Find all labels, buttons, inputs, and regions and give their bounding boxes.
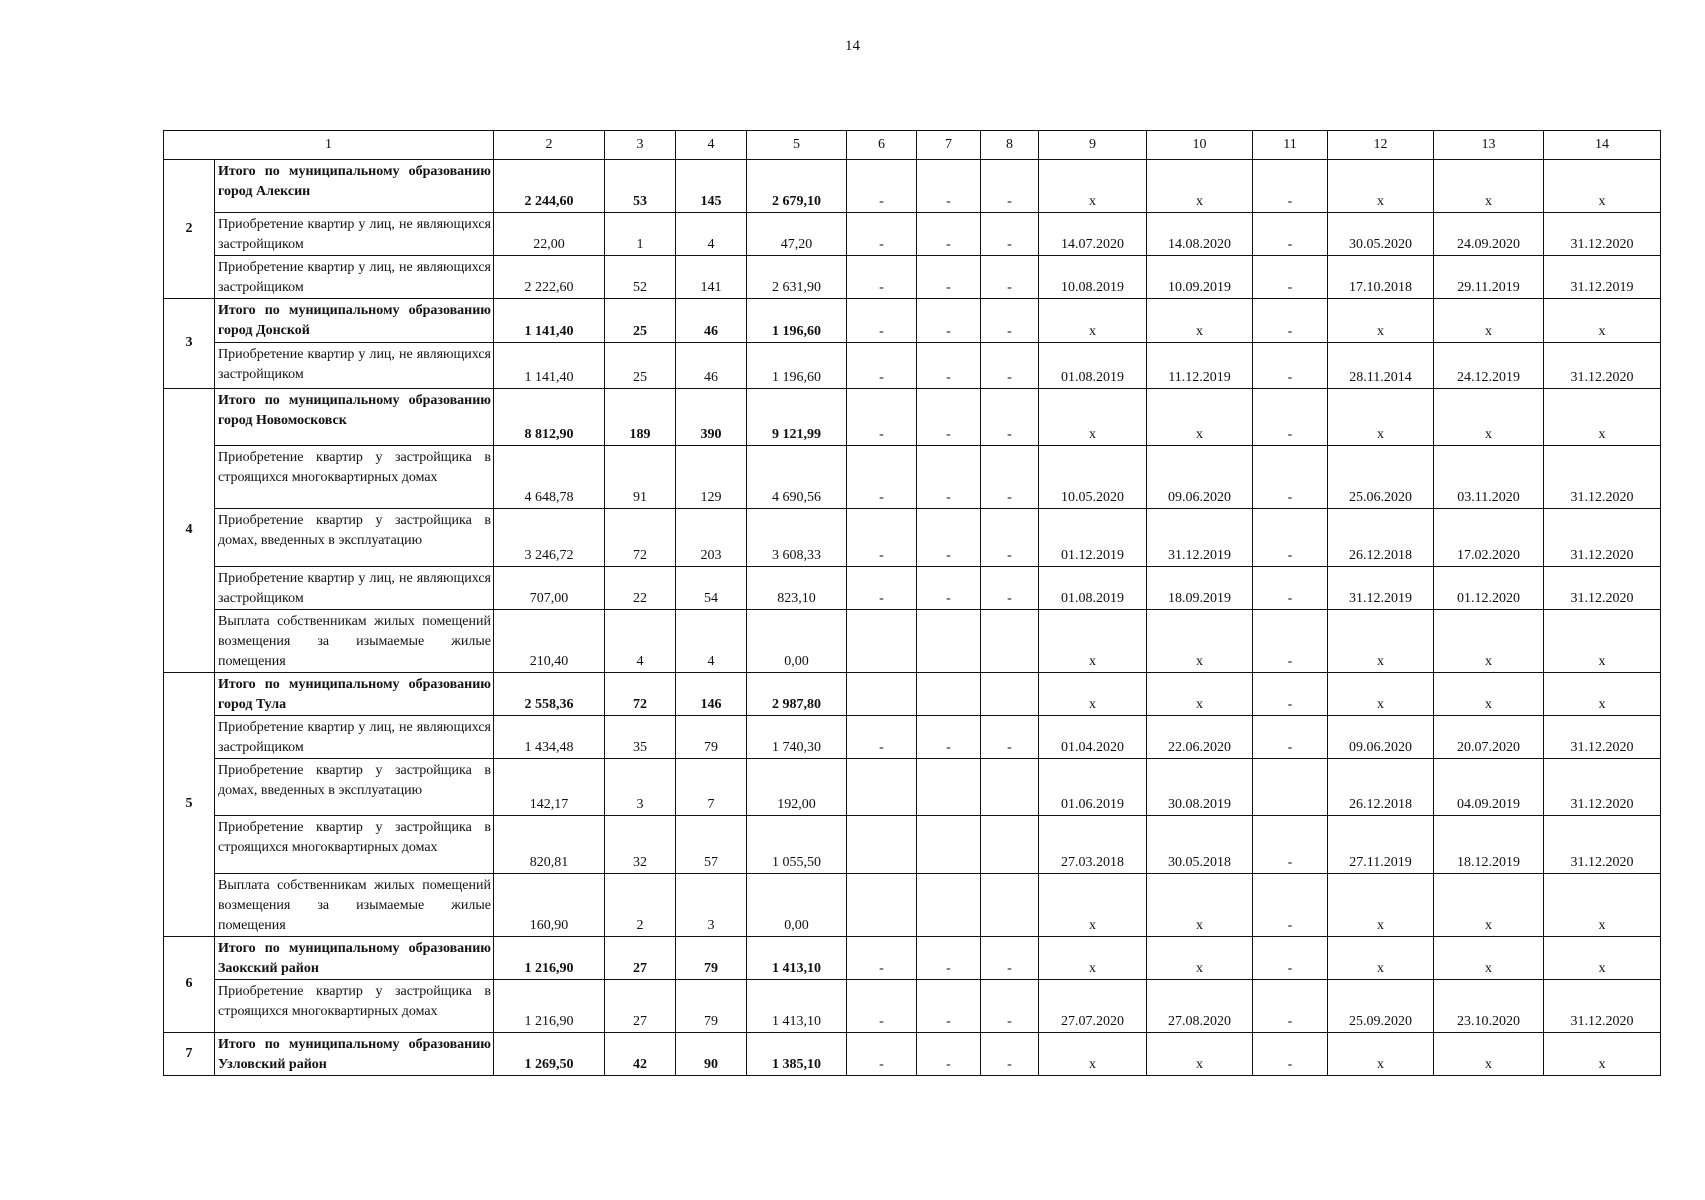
table-cell: 09.06.2020 (1328, 716, 1434, 759)
table-cell: 27 (605, 980, 676, 1033)
table-cell (917, 874, 981, 937)
table-row (164, 446, 1661, 509)
table-cell: 146 (676, 673, 747, 716)
header-cell: 1 (164, 131, 494, 160)
table-cell: 4 690,56 (747, 446, 847, 509)
table-row (164, 256, 1661, 299)
table-cell: - (981, 509, 1039, 567)
housing-program-table (163, 130, 1661, 1076)
row-name: Приобретение квартир у лиц, не являющихся застройщиком (215, 716, 494, 759)
table-cell: - (981, 716, 1039, 759)
row-name: Выплата собственникам жилых помещений возмещения за изымаемые жилые помещения (215, 610, 494, 673)
table-cell: x (1328, 389, 1434, 446)
table-cell: 01.12.2020 (1434, 567, 1544, 610)
table-cell: - (847, 446, 917, 509)
table-cell: x (1434, 673, 1544, 716)
group-number: 4 (164, 389, 215, 673)
table-cell: 11.12.2019 (1147, 343, 1253, 389)
table-cell: x (1147, 937, 1253, 980)
row-name: Приобретение квартир у застройщика в домах, введенных в эксплуатацию (215, 509, 494, 567)
total-row (164, 673, 1661, 716)
header-cell: 6 (847, 131, 917, 160)
table-cell: 30.08.2019 (1147, 759, 1253, 816)
header-cell: 14 (1544, 131, 1661, 160)
column-number-header-row (164, 131, 1661, 160)
table-cell: 4 (676, 610, 747, 673)
table-cell: - (847, 509, 917, 567)
table-cell: - (1253, 673, 1328, 716)
table-cell (847, 673, 917, 716)
table-cell: - (1253, 610, 1328, 673)
table-cell: 2 679,10 (747, 160, 847, 213)
table-cell: 14.07.2020 (1039, 213, 1147, 256)
table-cell: 823,10 (747, 567, 847, 610)
table-cell: - (981, 937, 1039, 980)
table-cell: - (847, 299, 917, 343)
table-cell: - (1253, 299, 1328, 343)
table-cell: 3 (605, 759, 676, 816)
table-cell: 18.12.2019 (1434, 816, 1544, 874)
total-row (164, 160, 1661, 213)
table-cell (981, 874, 1039, 937)
table-cell: 31.12.2019 (1544, 256, 1661, 299)
table-cell: 04.09.2019 (1434, 759, 1544, 816)
table-cell: 46 (676, 299, 747, 343)
row-name: Приобретение квартир у лиц, не являющихся застройщиком (215, 343, 494, 389)
table-cell: 53 (605, 160, 676, 213)
row-name: Приобретение квартир у лиц, не являющихся застройщиком (215, 567, 494, 610)
table-cell: - (917, 299, 981, 343)
table-cell: - (1253, 567, 1328, 610)
table-cell: 1 413,10 (747, 980, 847, 1033)
table-cell: 2 (605, 874, 676, 937)
table-cell: 1 (605, 213, 676, 256)
table-cell: 203 (676, 509, 747, 567)
total-row (164, 299, 1661, 343)
table-cell: 9 121,99 (747, 389, 847, 446)
table-cell: - (1253, 509, 1328, 567)
table-cell (981, 673, 1039, 716)
table-cell: 26.12.2018 (1328, 509, 1434, 567)
table-cell: 79 (676, 716, 747, 759)
table-row (164, 816, 1661, 874)
table-cell: 72 (605, 673, 676, 716)
table-cell: 31.12.2020 (1544, 446, 1661, 509)
table-cell: 1 196,60 (747, 343, 847, 389)
table-cell (847, 874, 917, 937)
table-cell: - (1253, 937, 1328, 980)
table-cell: - (1253, 213, 1328, 256)
table-cell: 210,40 (494, 610, 605, 673)
table-cell: 141 (676, 256, 747, 299)
table-cell: 72 (605, 509, 676, 567)
row-name: Приобретение квартир у лиц, не являющихся застройщиком (215, 213, 494, 256)
table-cell: x (1147, 160, 1253, 213)
table-cell (917, 610, 981, 673)
table-cell: x (1434, 874, 1544, 937)
table-cell: 1 385,10 (747, 1033, 847, 1076)
table-cell: 31.12.2020 (1544, 343, 1661, 389)
table-cell: - (981, 389, 1039, 446)
table-cell: 3 246,72 (494, 509, 605, 567)
table-cell: 01.04.2020 (1039, 716, 1147, 759)
table-cell: - (917, 567, 981, 610)
header-cell: 10 (1147, 131, 1253, 160)
table-cell: - (917, 213, 981, 256)
table-cell: 24.09.2020 (1434, 213, 1544, 256)
table-cell: x (1544, 389, 1661, 446)
table-cell: x (1039, 874, 1147, 937)
table-cell: - (1253, 980, 1328, 1033)
table-cell: x (1147, 673, 1253, 716)
table-row (164, 759, 1661, 816)
page-number: 14 (845, 38, 860, 54)
table-cell: - (917, 1033, 981, 1076)
header-cell: 3 (605, 131, 676, 160)
table-cell: 47,20 (747, 213, 847, 256)
table-cell: - (981, 446, 1039, 509)
table-cell: - (981, 1033, 1039, 1076)
table-cell: 79 (676, 980, 747, 1033)
table-cell: 27.07.2020 (1039, 980, 1147, 1033)
table-cell: 18.09.2019 (1147, 567, 1253, 610)
table-cell: 09.06.2020 (1147, 446, 1253, 509)
table-cell: - (917, 716, 981, 759)
group-number: 7 (164, 1033, 215, 1076)
table-cell: - (917, 389, 981, 446)
row-name: Приобретение квартир у застройщика в домах, введенных в эксплуатацию (215, 759, 494, 816)
table-cell: - (917, 980, 981, 1033)
table-cell: 10.09.2019 (1147, 256, 1253, 299)
table-cell: 52 (605, 256, 676, 299)
table-cell: 31.12.2019 (1328, 567, 1434, 610)
table-cell: x (1039, 389, 1147, 446)
total-name: Итого по муниципальному образованию город Алексин (215, 160, 494, 213)
table-cell (847, 816, 917, 874)
table-cell: 4 (605, 610, 676, 673)
table-cell: x (1147, 1033, 1253, 1076)
table-cell: - (1253, 874, 1328, 937)
row-name: Приобретение квартир у застройщика в строящихся многоквартирных домах (215, 980, 494, 1033)
table-cell: 46 (676, 343, 747, 389)
table-cell: 4 (676, 213, 747, 256)
table-cell: 1 434,48 (494, 716, 605, 759)
table-cell: 3 (676, 874, 747, 937)
table-cell: - (847, 389, 917, 446)
table-cell: 27.11.2019 (1328, 816, 1434, 874)
table-cell: 26.12.2018 (1328, 759, 1434, 816)
table-cell: - (981, 567, 1039, 610)
table-cell: 31.12.2020 (1544, 509, 1661, 567)
table-cell: 31.12.2020 (1544, 716, 1661, 759)
total-name: Итого по муниципальному образованию город Донской (215, 299, 494, 343)
table-cell: - (847, 567, 917, 610)
table-cell: - (1253, 160, 1328, 213)
table-cell: 25 (605, 343, 676, 389)
table-cell: - (1253, 389, 1328, 446)
table-cell: 14.08.2020 (1147, 213, 1253, 256)
table-cell: 1 269,50 (494, 1033, 605, 1076)
table-cell: 25.09.2020 (1328, 980, 1434, 1033)
table-cell: 2 558,36 (494, 673, 605, 716)
table-row (164, 610, 1661, 673)
table-cell: 22 (605, 567, 676, 610)
total-name: Итого по муниципальному образованию Узловский район (215, 1033, 494, 1076)
table-cell: - (917, 937, 981, 980)
table-cell: 23.10.2020 (1434, 980, 1544, 1033)
row-name: Приобретение квартир у застройщика в строящихся многоквартирных домах (215, 446, 494, 509)
table-cell: 2 631,90 (747, 256, 847, 299)
table-cell: 90 (676, 1033, 747, 1076)
table-cell: - (917, 446, 981, 509)
table-cell: 0,00 (747, 610, 847, 673)
table-cell: 27.08.2020 (1147, 980, 1253, 1033)
table-cell: 0,00 (747, 874, 847, 937)
table-row (164, 509, 1661, 567)
total-name: Итого по муниципальному образованию Заокский район (215, 937, 494, 980)
table-cell (981, 759, 1039, 816)
table-cell: - (847, 343, 917, 389)
table-cell: 707,00 (494, 567, 605, 610)
table-cell (981, 816, 1039, 874)
table-cell (917, 673, 981, 716)
table-row (164, 980, 1661, 1033)
table-cell: 25 (605, 299, 676, 343)
table-cell: 31.12.2020 (1544, 567, 1661, 610)
table-cell: 54 (676, 567, 747, 610)
table-cell: x (1434, 610, 1544, 673)
table-cell: 57 (676, 816, 747, 874)
table-cell: 31.12.2020 (1544, 980, 1661, 1033)
table-cell: 01.06.2019 (1039, 759, 1147, 816)
table-cell: - (981, 256, 1039, 299)
table-cell: x (1434, 299, 1544, 343)
table-cell: x (1328, 299, 1434, 343)
total-row (164, 389, 1661, 446)
row-name: Выплата собственникам жилых помещений возмещения за изымаемые жилые помещения (215, 874, 494, 937)
header-cell: 2 (494, 131, 605, 160)
table-cell: 27.03.2018 (1039, 816, 1147, 874)
table-cell: 10.08.2019 (1039, 256, 1147, 299)
table-cell: x (1039, 673, 1147, 716)
total-name: Итого по муниципальному образованию город Тула (215, 673, 494, 716)
table-cell: 31.12.2020 (1544, 213, 1661, 256)
table-cell: x (1328, 1033, 1434, 1076)
header-cell: 8 (981, 131, 1039, 160)
table-cell: 1 216,90 (494, 980, 605, 1033)
table-cell: 4 648,78 (494, 446, 605, 509)
table-cell: - (1253, 716, 1328, 759)
header-cell: 4 (676, 131, 747, 160)
table-cell: - (847, 716, 917, 759)
table-cell: x (1544, 874, 1661, 937)
table-cell: 22.06.2020 (1147, 716, 1253, 759)
table-cell: - (981, 213, 1039, 256)
table-cell: 32 (605, 816, 676, 874)
table-cell: x (1147, 610, 1253, 673)
table-cell: x (1328, 160, 1434, 213)
total-row (164, 937, 1661, 980)
table-cell (917, 759, 981, 816)
table-cell: 24.12.2019 (1434, 343, 1544, 389)
table-cell: - (981, 299, 1039, 343)
total-row (164, 1033, 1661, 1076)
table-cell: - (1253, 1033, 1328, 1076)
row-name: Приобретение квартир у лиц, не являющихся застройщиком (215, 256, 494, 299)
table-cell: - (847, 1033, 917, 1076)
table-cell (981, 610, 1039, 673)
table-cell (847, 759, 917, 816)
table-cell: 8 812,90 (494, 389, 605, 446)
table-cell: 820,81 (494, 816, 605, 874)
table-cell: 31.12.2020 (1544, 759, 1661, 816)
table-cell: x (1544, 1033, 1661, 1076)
table-cell: 31.12.2019 (1147, 509, 1253, 567)
table-cell: 2 222,60 (494, 256, 605, 299)
table-cell: x (1544, 610, 1661, 673)
table-cell: 03.11.2020 (1434, 446, 1544, 509)
table-cell: 1 196,60 (747, 299, 847, 343)
table-cell: 2 244,60 (494, 160, 605, 213)
table-cell: 1 141,40 (494, 299, 605, 343)
table-cell: - (847, 160, 917, 213)
table-cell: 25.06.2020 (1328, 446, 1434, 509)
header-cell: 11 (1253, 131, 1328, 160)
table-cell: x (1147, 389, 1253, 446)
table-cell: 2 987,80 (747, 673, 847, 716)
header-cell: 13 (1434, 131, 1544, 160)
table-cell (1253, 759, 1328, 816)
table-cell: 3 608,33 (747, 509, 847, 567)
table-row (164, 874, 1661, 937)
table-cell: - (917, 256, 981, 299)
table-cell: - (847, 213, 917, 256)
table-row (164, 567, 1661, 610)
table-row (164, 343, 1661, 389)
table-cell: - (1253, 816, 1328, 874)
table-cell: 142,17 (494, 759, 605, 816)
table-cell: x (1544, 160, 1661, 213)
table-cell: 79 (676, 937, 747, 980)
table-cell: 145 (676, 160, 747, 213)
header-cell: 7 (917, 131, 981, 160)
table-cell: x (1147, 299, 1253, 343)
table-cell: 1 216,90 (494, 937, 605, 980)
table-cell: 35 (605, 716, 676, 759)
header-cell: 9 (1039, 131, 1147, 160)
table-cell: 1 055,50 (747, 816, 847, 874)
header-cell: 5 (747, 131, 847, 160)
table-cell (917, 816, 981, 874)
table-cell: - (981, 980, 1039, 1033)
table-cell: x (1434, 389, 1544, 446)
table-cell: x (1434, 937, 1544, 980)
total-name: Итого по муниципальному образованию город Новомосковск (215, 389, 494, 446)
table-cell: 17.10.2018 (1328, 256, 1434, 299)
table-cell: x (1328, 610, 1434, 673)
table-cell: 28.11.2014 (1328, 343, 1434, 389)
table-cell: 390 (676, 389, 747, 446)
table-cell: - (847, 937, 917, 980)
table-cell: 91 (605, 446, 676, 509)
table-cell: 192,00 (747, 759, 847, 816)
table-cell: - (981, 160, 1039, 213)
table-cell: - (1253, 446, 1328, 509)
table-cell: x (1039, 1033, 1147, 1076)
table-cell: 1 141,40 (494, 343, 605, 389)
table-cell: x (1544, 937, 1661, 980)
table-cell: 189 (605, 389, 676, 446)
table-cell: 01.12.2019 (1039, 509, 1147, 567)
table-cell: 7 (676, 759, 747, 816)
header-cell: 12 (1328, 131, 1434, 160)
table-cell: x (1328, 673, 1434, 716)
table-cell: 17.02.2020 (1434, 509, 1544, 567)
table-row (164, 213, 1661, 256)
table-cell: - (981, 343, 1039, 389)
table-cell: 129 (676, 446, 747, 509)
table-cell: x (1434, 160, 1544, 213)
table-cell: 30.05.2018 (1147, 816, 1253, 874)
table-cell: - (847, 980, 917, 1033)
table-row (164, 716, 1661, 759)
table-cell: 160,90 (494, 874, 605, 937)
table-cell: x (1039, 160, 1147, 213)
table-cell: x (1544, 299, 1661, 343)
group-number: 3 (164, 299, 215, 389)
table-cell: 1 413,10 (747, 937, 847, 980)
table-cell: - (1253, 343, 1328, 389)
table-cell: x (1434, 1033, 1544, 1076)
group-number: 6 (164, 937, 215, 1033)
table-cell: - (917, 160, 981, 213)
table-cell: x (1328, 874, 1434, 937)
table-cell: 22,00 (494, 213, 605, 256)
table-cell: 29.11.2019 (1434, 256, 1544, 299)
table-cell: - (917, 509, 981, 567)
table-cell: x (1544, 673, 1661, 716)
table-cell: x (1039, 299, 1147, 343)
table-cell: 01.08.2019 (1039, 567, 1147, 610)
table-cell: x (1328, 937, 1434, 980)
table-cell: 30.05.2020 (1328, 213, 1434, 256)
row-name: Приобретение квартир у застройщика в строящихся многоквартирных домах (215, 816, 494, 874)
table-cell: 10.05.2020 (1039, 446, 1147, 509)
table-cell: 42 (605, 1033, 676, 1076)
table-cell: x (1147, 874, 1253, 937)
table-cell: x (1039, 610, 1147, 673)
table-cell: - (1253, 256, 1328, 299)
table-cell (847, 610, 917, 673)
table-cell: 31.12.2020 (1544, 816, 1661, 874)
group-number: 5 (164, 673, 215, 937)
table-cell: 01.08.2019 (1039, 343, 1147, 389)
table-cell: - (917, 343, 981, 389)
table-cell: 1 740,30 (747, 716, 847, 759)
group-number: 2 (164, 160, 215, 299)
table-cell: x (1039, 937, 1147, 980)
table-cell: - (847, 256, 917, 299)
table-cell: 27 (605, 937, 676, 980)
table-cell: 20.07.2020 (1434, 716, 1544, 759)
